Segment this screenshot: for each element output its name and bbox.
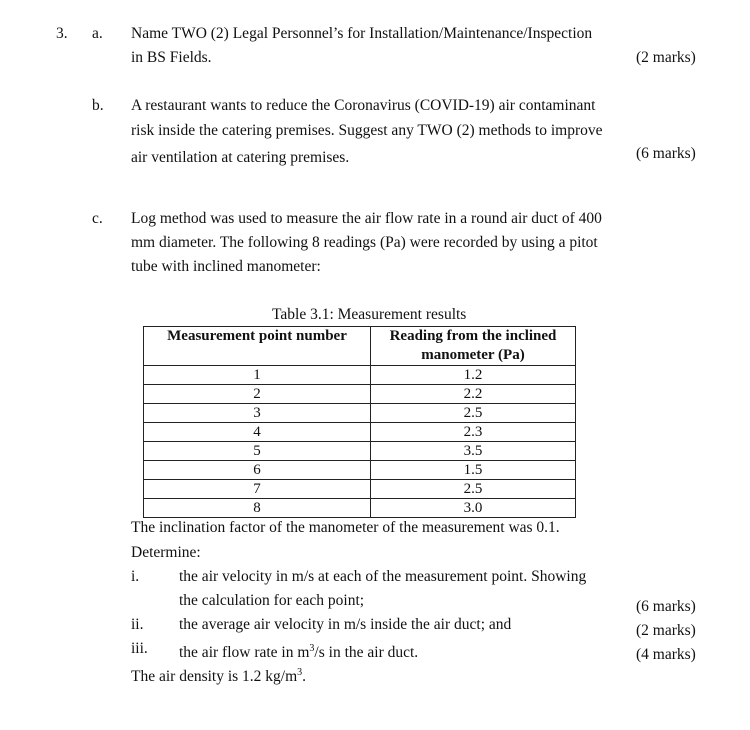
cell-reading: 3.0 [371,499,576,518]
cell-point: 6 [144,461,371,480]
sub-iii-text [179,639,418,663]
cell-reading: 1.2 [371,366,576,385]
header-measurement-point: Measurement point number [144,327,371,366]
table-caption: Table 3.1: Measurement results [272,306,467,323]
question-number: 3. [56,25,68,42]
sub-iii-marks: (4 marks) [636,646,696,663]
sub-iii-text-after: /s in the air duct. [314,644,419,662]
cell-point: 3 [144,404,371,423]
table-row [144,385,576,404]
measurement-table [143,326,576,518]
air-density-before: The air density is 1.2 kg/m [131,668,298,686]
table-row [144,480,576,499]
part-a-line1: Name TWO (2) Legal Personnel’s for Installation/Maintenance/Inspection [131,25,593,42]
sub-i-line2: the calculation for each point; [179,592,365,609]
part-a-line2: in BS Fields. [131,49,212,66]
sub-iii-label: iii. [131,640,148,657]
sub-iii-text-before: the air flow rate in m [179,644,310,662]
table-row [144,423,576,442]
table-row [144,404,576,423]
cell-reading: 3.5 [371,442,576,461]
sub-ii-text: the average air velocity in m/s inside the air duct; and [179,616,512,633]
part-a-marks: (2 marks) [636,49,696,66]
part-b-line2: risk inside the catering premises. Suggest any TWO (2) methods to improve [131,122,603,139]
table-row [144,366,576,385]
part-c-line3: tube with inclined manometer: [131,258,321,275]
part-b-label: b. [92,97,104,114]
cell-reading: 2.5 [371,480,576,499]
cell-reading: 1.5 [371,461,576,480]
air-density-after: . [302,668,307,686]
cell-point: 2 [144,385,371,404]
inclination-factor-text: The inclination factor of the manometer of the measurement was 0.1. [131,519,560,536]
cell-point: 1 [144,366,371,385]
cell-point: 7 [144,480,371,499]
cell-point: 4 [144,423,371,442]
sub-ii-label: ii. [131,616,144,633]
air-density-superscript: 3 [297,667,303,678]
cell-point: 5 [144,442,371,461]
part-b-line3: air ventilation at catering premises. [131,149,350,166]
sub-i-line1: the air velocity in m/s at each of the measurement point. Showing [179,568,587,585]
determine-text: Determine: [131,544,201,561]
header-reading: Reading from the inclined manometer (Pa) [371,327,576,366]
cell-point: 8 [144,499,371,518]
table-row [144,461,576,480]
part-c-label: c. [92,210,103,227]
table-row [144,499,576,518]
table-row [144,442,576,461]
table-header-row [144,327,576,366]
cell-reading: 2.3 [371,423,576,442]
part-c-line2: mm diameter. The following 8 readings (Pa) were recorded by using a pitot [131,234,598,251]
sub-i-label: i. [131,568,140,585]
sub-ii-marks: (2 marks) [636,622,696,639]
air-density-text [131,663,306,687]
part-c-line1: Log method was used to measure the air flow rate in a round air duct of 400 [131,210,602,227]
cell-reading: 2.2 [371,385,576,404]
part-b-marks: (6 marks) [636,145,696,162]
sub-i-marks: (6 marks) [636,598,696,615]
sub-iii-superscript: 3 [309,643,315,654]
part-a-label: a. [92,25,103,42]
part-b-line1: A restaurant wants to reduce the Coronavirus (COVID-19) air contaminant [131,97,596,114]
cell-reading: 2.5 [371,404,576,423]
